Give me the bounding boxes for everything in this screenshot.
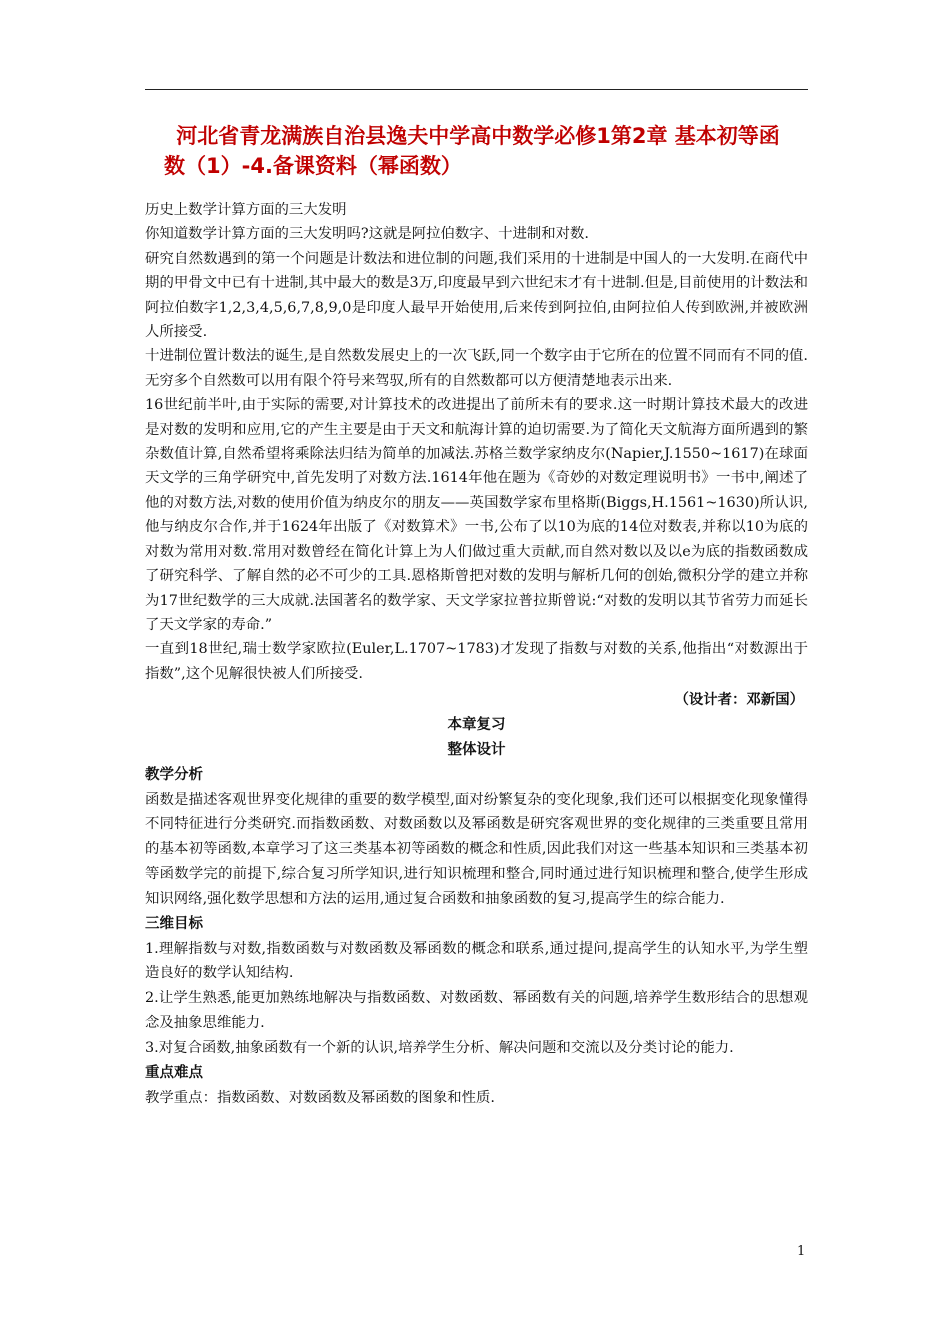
history-heading: 历史上数学计算方面的三大发明 (145, 202, 347, 218)
goals-heading: 三维目标 (145, 915, 203, 932)
goal-item: 2.让学生熟悉,能更加熟练地解决与指数函数、对数函数、幂函数有关的问题,培养学生数形结合的思想观念及抽象思维能力. (145, 990, 808, 1031)
document-title (138, 121, 818, 181)
title-line-2: 数（1）-4.备课资料（幂函数） (164, 154, 462, 178)
key-points-text: 教学重点：指数函数、对数函数及幂函数的图象和性质. (145, 1089, 495, 1106)
history-paragraph: 16世纪前半叶,由于实际的需要,对计算技术的改进提出了前所未有的要求.这一时期计算技术最大的改进是对数的发明和应用,它的产生主要是由于天文和航海计算的迫切需要.为了简化天文航海方面所遇到的繁杂数值计算,自然希望将乘除法归结为简单的加减法.苏格兰数学家纳皮尔(Napier,J.1550~1617)在球面天文学的三角学研究中,首先发明了对数方法.1614年他在题为《奇妙的对数定理说明书》一书中,阐述了他的对数方法,对数的使用价值为纳皮尔的朋友——英国数学家布里格斯(Biggs,H.1561~1630)所认识,他与纳皮尔合作,并于1624年出版了《对数算术》一书,公布了以10为底的14位对数表,并称以10为底的对数为常用对数.常用对数曾经在简化计算上为人们做过重大贡献,而自然对数以及以e为底的指数函数成了研究科学、了解自然的必不可少的工具.恩格斯曾把对数的发明与解析几何的创始,微积分学的建立并称为17世纪数学的三大成就.法国著名的数学家、天文学家拉普拉斯曾说:“对数的发明以其节省劳力而延长了天文学家的寿命.” (145, 397, 808, 633)
history-paragraph: 研究自然数遇到的第一个问题是计数法和进位制的问题,我们采用的十进制是中国人的一大发明.在商代中期的甲骨文中已有十进制,其中最大的数是3万,印度最早到六世纪末才有十进制.但是,目前使用的计数法和阿拉伯数字1,2,3,4,5,6,7,8,9,0是印度人最早开始使用,后来传到阿拉伯,由阿拉伯人传到欧洲,并被欧洲人所接受. (145, 250, 808, 341)
goal-item: 3.对复合函数,抽象函数有一个新的认识,培养学生分析、解决问题和交流以及分类讨论的能力. (145, 1039, 734, 1056)
history-section (145, 198, 808, 713)
teaching-analysis-heading: 教学分析 (145, 766, 203, 783)
history-paragraph: 一直到18世纪,瑞士数学家欧拉(Euler,L.1707~1783)才发现了指数与对数的关系,他指出“对数源出于指数”,这个见解很快被人们所接受. (145, 641, 808, 682)
page-number: 1 (797, 1244, 806, 1259)
title-line-1: 河北省青龙满族自治县逸夫中学高中数学必修1第2章 基本初等函 (176, 124, 780, 148)
header-rule (145, 89, 808, 90)
goal-item: 1.理解指数与对数,指数函数与对数函数及幂函数的概念和联系,通过提问,提高学生的认知水平,为学生塑造良好的数学认知结构. (145, 940, 808, 982)
review-section (145, 713, 808, 1111)
teaching-analysis-text: 函数是描述客观世界变化规律的重要的数学模型,面对纷繁复杂的变化现象,我们还可以根据变化现象懂得不同特征进行分类研究.而指数函数、对数函数以及幂函数是研究客观世界的变化规律的三类重要且常用的基本初等函数,本章学习了这三类基本初等函数的概念和性质,因此我们对这一些基本知识和三类基本初等函数学完的前提下,综合复习所学知识,进行知识梳理和整合,同时通过进行知识梳理和整合,使学生形成知识网络,强化数学思想和方法的运用,通过复合函数和抽象函数的复习,提高学生的综合能力. (145, 791, 808, 907)
key-points-heading: 重点难点 (145, 1064, 203, 1081)
overall-design-heading: 整体设计 (447, 741, 506, 758)
chapter-review-heading: 本章复习 (447, 716, 506, 733)
designer-credit: （设计者：邓新国） (674, 692, 804, 709)
history-paragraph: 你知道数学计算方面的三大发明吗?这就是阿拉伯数字、十进制和对数. (145, 226, 590, 243)
history-paragraph: 十进制位置计数法的诞生,是自然数发展史上的一次飞跃,同一个数字由于它所在的位置不同而有不同的值.无穷多个自然数可以用有限个符号来驾驭,所有的自然数都可以方便清楚地表示出来. (145, 348, 808, 389)
document-body (145, 198, 808, 1110)
